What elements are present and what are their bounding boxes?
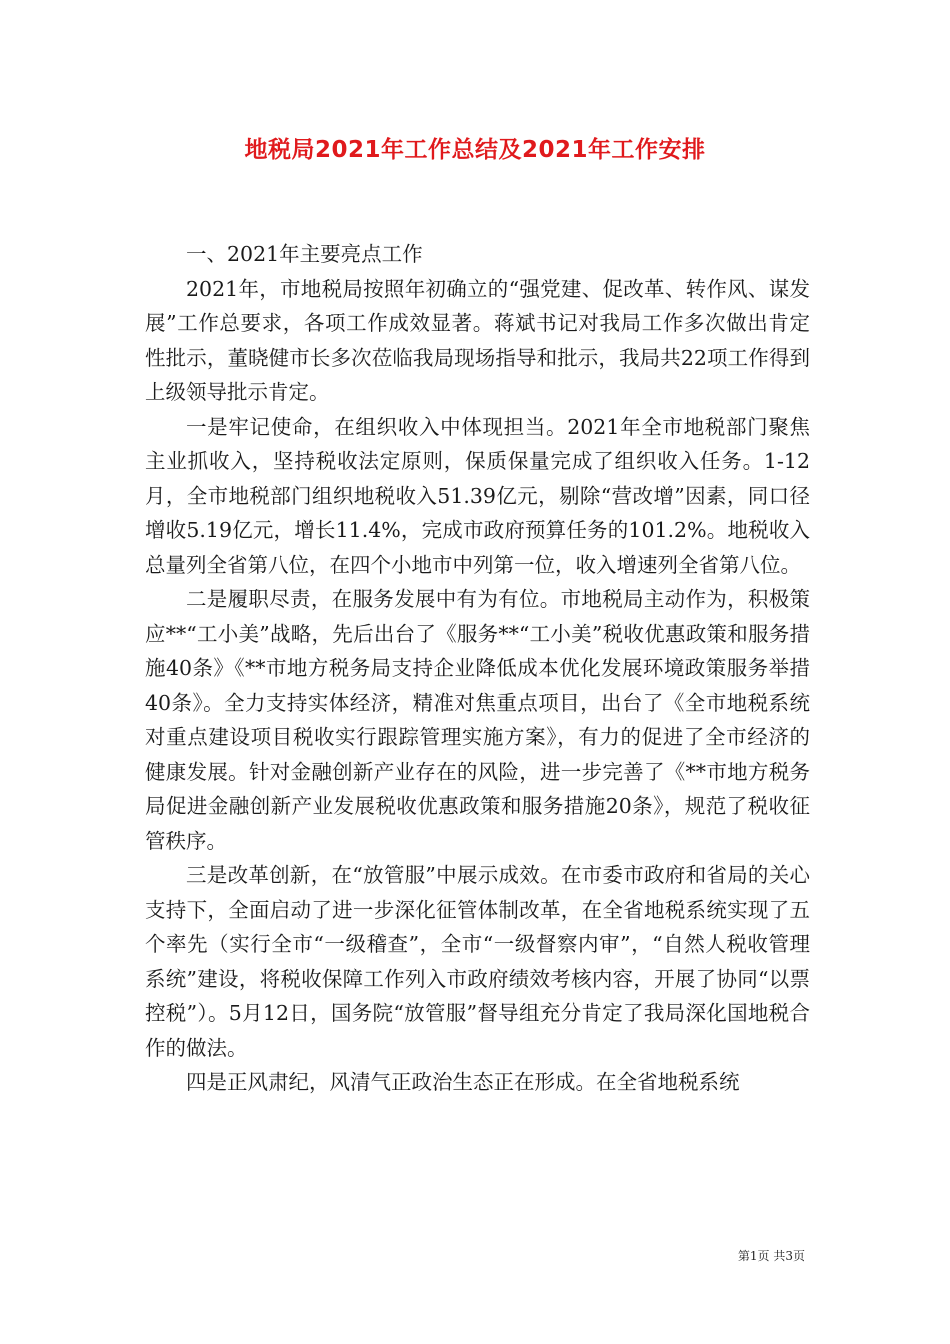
paragraph-third-point: 三是改革创新，在“放管服”中展示成效。在市委市政府和省局的关心支持下，全面启动了进一步深化征管体制改革，在全省地税系统实现了五个率先（实行全市“一级稽查”，全市“一级督察内审”，“自然人税收管理系统”建设，将税收保障工作列入市政府绩效考核内容，开展了协同“以票控税”）。5月12日，国务院“放管服”督导组充分肯定了我局深化国地税合作的做法。 (145, 863, 810, 1060)
paragraph-second-point: 二是履职尽责，在服务发展中有为有位。市地税局主动作为，积极策应**“工小美”战略，先后出台了《服务**“工小美”税收优惠政策和服务措施40条》《**市地方税务局支持企业降低成本优化发展环境政策服务举措40条》。全力支持实体经济，精准对焦重点项目，出台了《全市地税系统对重点建设项目税收实行跟踪管理实施方案》，有力的促进了全市经济的健康发展。针对金融创新产业存在的风险，进一步完善了《**市地方税务局促进金融创新产业发展税收优惠政策和服务措施20条》，规范了税收征管秩序。 (145, 587, 810, 853)
document-title: 地税局2021年工作总结及2021年工作安排 (244, 137, 706, 163)
paragraph-intro: 2021年，市地税局按照年初确立的“强党建、促改革、转作风、谋发展”工作总要求，各项工作成效显著。蒋斌书记对我局工作多次做出肯定性批示，董晓健市长多次莅临我局现场指导和批示，我局共22项工作得到上级领导批示肯定。 (145, 276, 810, 404)
paragraph-first-point: 一是牢记使命，在组织收入中体现担当。2021年全市地税部门聚焦主业抓收入，坚持税收法定原则，保质保量完成了组织收入任务。1-12月，全市地税部门组织地税收入51.39亿元，剔除“营改增”因素，同口径增收5.19亿元，增长11.4%，完成市政府预算任务的101.2%。地税收入总量列全省第八位，在四个小地市中列第一位，收入增速列全省第八位。 (145, 414, 810, 577)
section-heading: 一、2021年主要亮点工作 (186, 242, 423, 266)
document-body (145, 237, 810, 1100)
page-number: 第1页 共3页 (737, 1249, 805, 1263)
paragraph-fourth-point: 四是正风肃纪，风清气正政治生态正在形成。在全省地税系统 (186, 1070, 740, 1094)
